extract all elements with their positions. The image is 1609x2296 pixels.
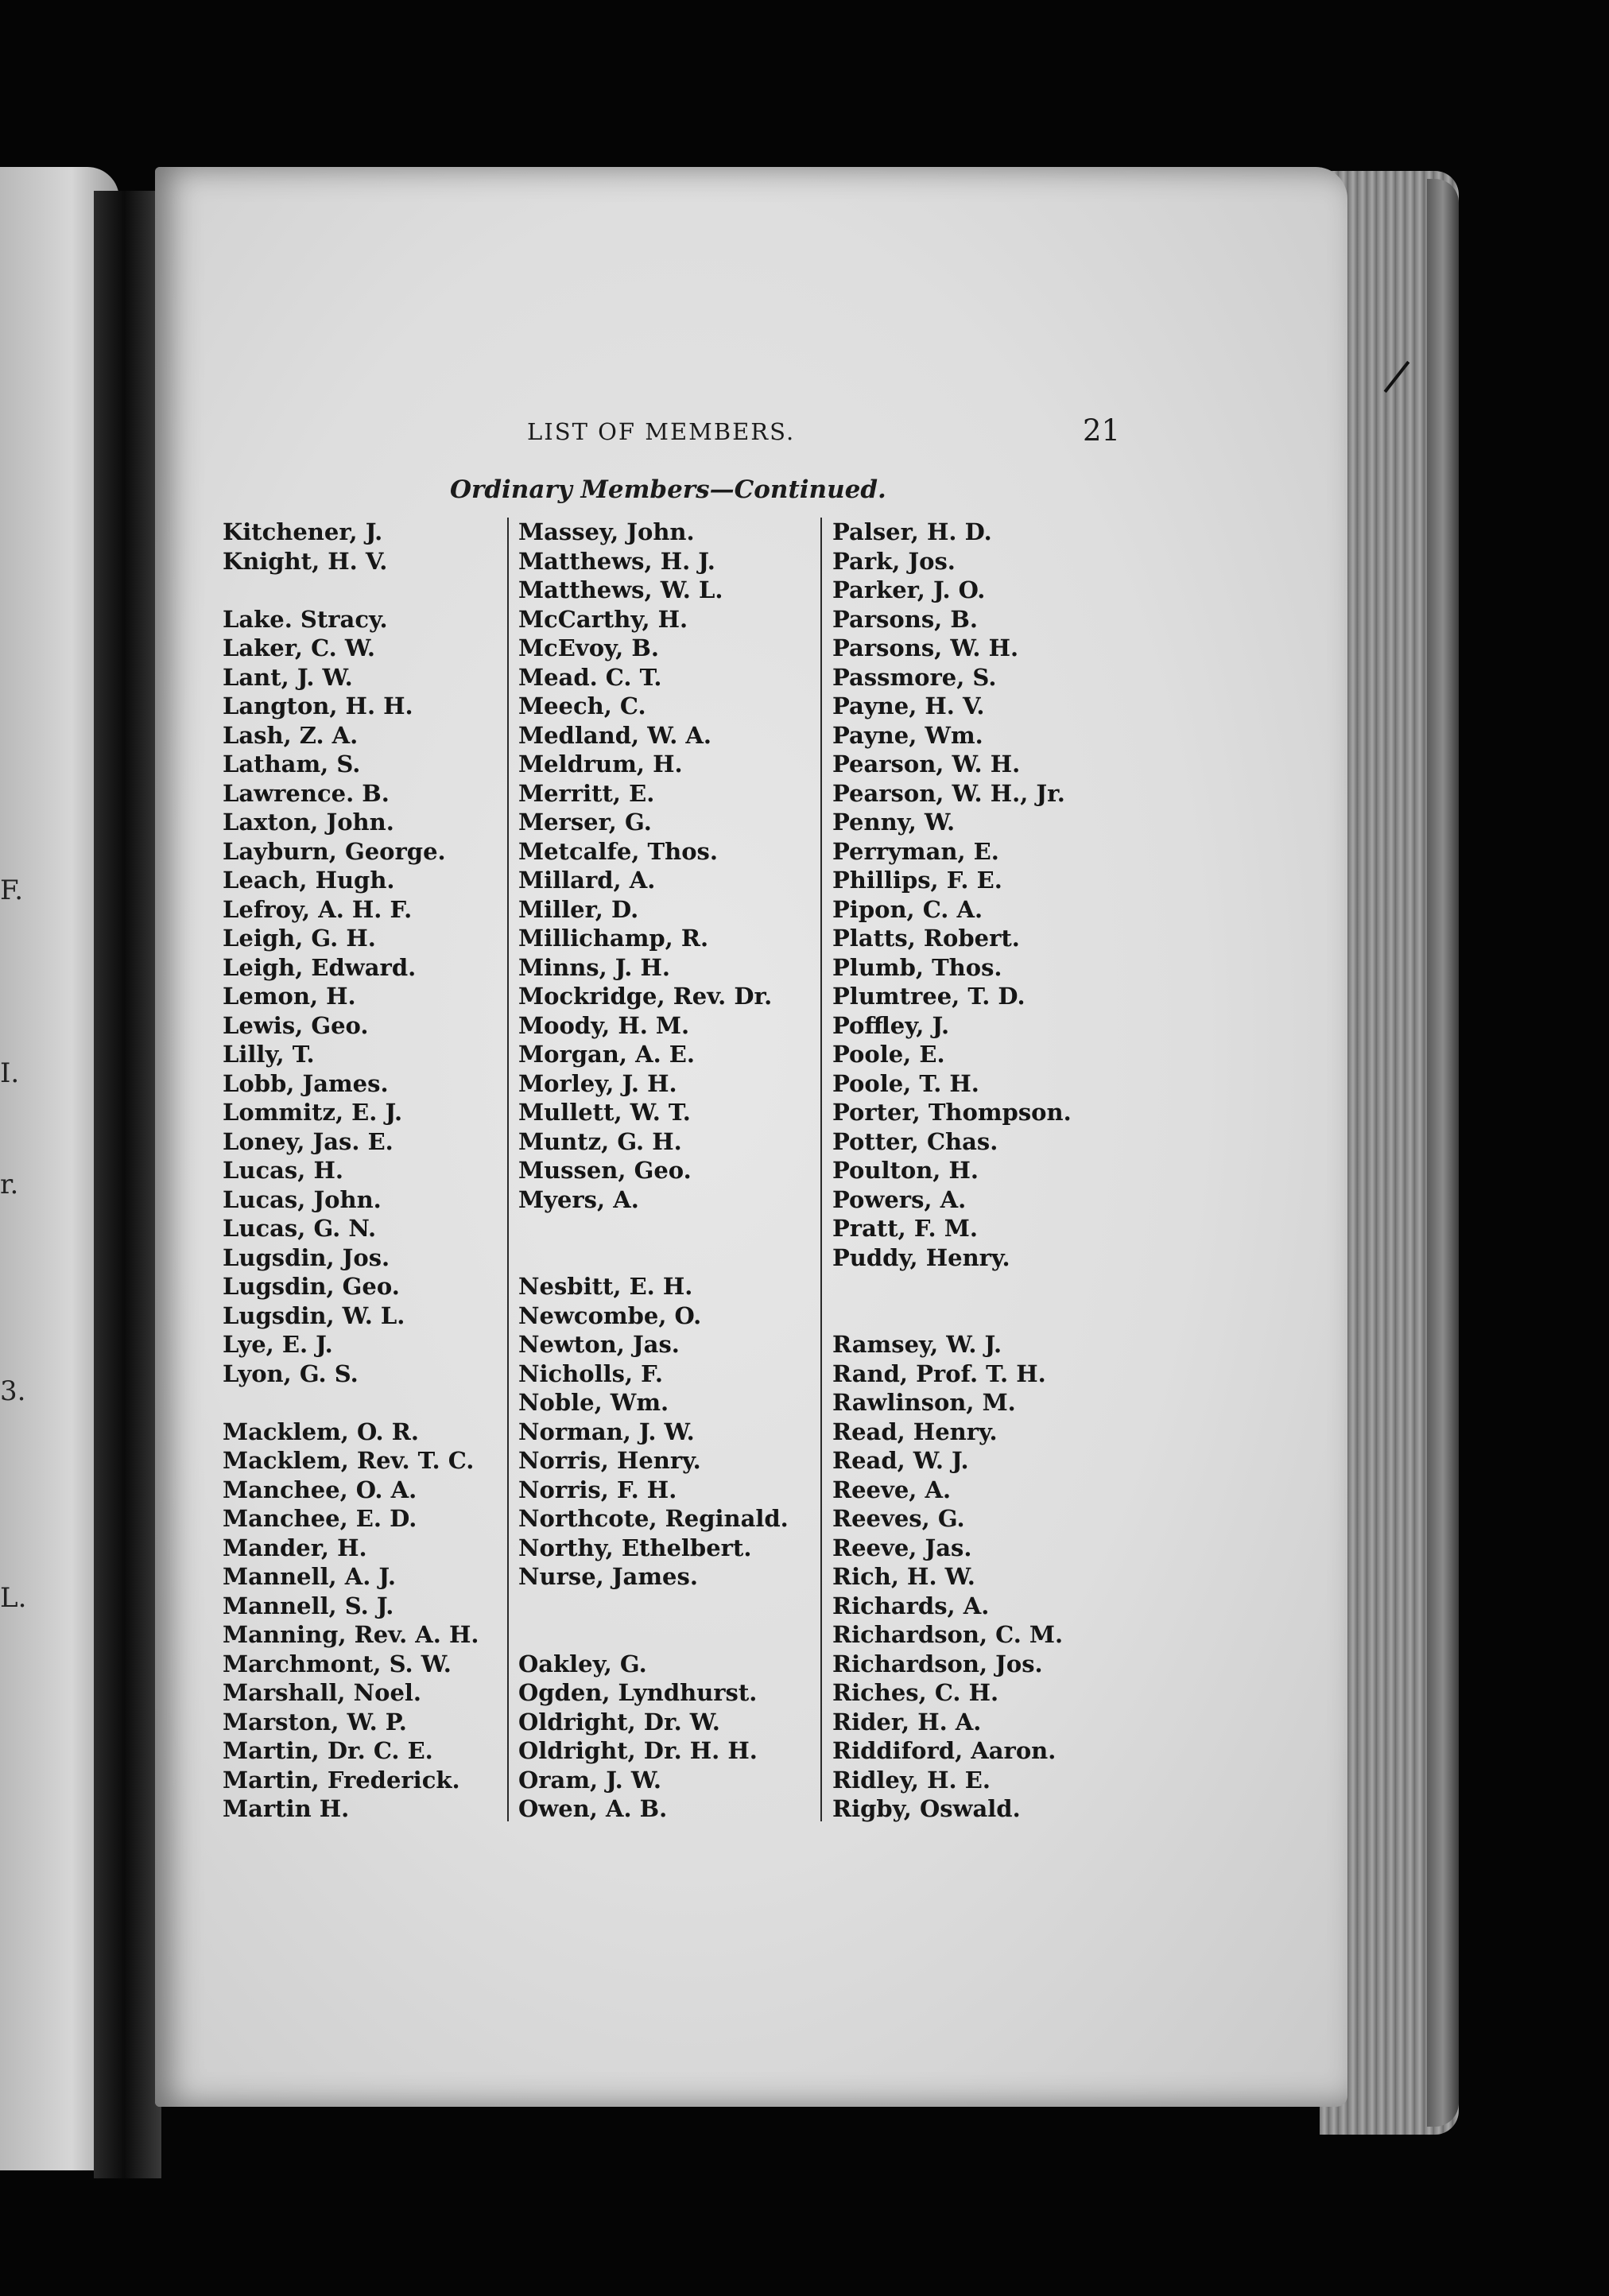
- member-name: Martin, Dr. C. E.: [223, 1737, 433, 1764]
- member-name: Macklem, O. R.: [223, 1418, 419, 1445]
- member-name: Owen, A. B.: [518, 1795, 668, 1822]
- member-name: Miller, D.: [518, 895, 639, 923]
- member-name: Leigh, Edward.: [223, 953, 417, 981]
- member-name: Martin, Frederick.: [223, 1766, 460, 1794]
- member-name: Oldright, Dr. H. H.: [518, 1737, 758, 1764]
- member-name: Pratt, F. M.: [832, 1215, 978, 1242]
- member-name: McEvoy, B.: [518, 634, 659, 661]
- member-name: Metcalfe, Thos.: [518, 837, 718, 865]
- blank-line: [518, 1243, 789, 1273]
- member-name: Minns, J. H.: [518, 953, 670, 981]
- member-name: Richards, A.: [832, 1592, 990, 1619]
- member-name: Latham, S.: [223, 750, 361, 778]
- member-column-1: [223, 518, 479, 1824]
- member-name: Meldrum, H.: [518, 750, 683, 778]
- member-name: Lucas, G. N.: [223, 1215, 377, 1242]
- member-name: Lemon, H.: [223, 983, 356, 1010]
- member-name: Parker, J. O.: [832, 576, 986, 603]
- member-name: Lake. Stracy.: [223, 605, 388, 633]
- member-name: Pipon, C. A.: [832, 895, 983, 923]
- column-rule: [507, 518, 509, 1821]
- member-name: Payne, H. V.: [832, 692, 985, 719]
- left-page-text-fragment: I.: [0, 1057, 20, 1089]
- member-name: Pearson, W. H.: [832, 750, 1021, 778]
- blank-line: [518, 1592, 789, 1621]
- member-name: Payne, Wm.: [832, 721, 983, 749]
- member-name: Mullett, W. T.: [518, 1099, 691, 1126]
- member-name: Rich, H. W.: [832, 1563, 975, 1590]
- column-rule: [820, 518, 822, 1821]
- member-name: Ramsey, W. J.: [832, 1331, 1002, 1358]
- member-name: Morley, J. H.: [518, 1069, 677, 1097]
- member-name: Nicholls, F.: [518, 1359, 663, 1387]
- member-name: Puddy, Henry.: [832, 1243, 1010, 1271]
- member-name: Lawrence. B.: [223, 779, 390, 807]
- member-name: Moody, H. M.: [518, 1011, 690, 1039]
- member-name: Lyon, G. S.: [223, 1359, 359, 1387]
- member-name: Millichamp, R.: [518, 925, 709, 952]
- left-page-text-fragment: L.: [0, 1582, 27, 1614]
- member-name: Poulton, H.: [832, 1157, 979, 1184]
- member-name: Newton, Jas.: [518, 1331, 680, 1358]
- member-name: Mead. C. T.: [518, 663, 662, 691]
- member-name: Rider, H. A.: [832, 1708, 982, 1736]
- member-name: Morgan, A. E.: [518, 1041, 695, 1068]
- member-name: Lommitz, E. J.: [223, 1099, 403, 1126]
- member-name: Lilly, T.: [223, 1041, 315, 1068]
- member-name: Parsons, B.: [832, 605, 978, 633]
- member-name: Matthews, H. J.: [518, 547, 715, 575]
- member-name: Ridley, H. E.: [832, 1766, 991, 1794]
- member-name: Langton, H. H.: [223, 692, 413, 719]
- member-name: Parsons, W. H.: [832, 634, 1019, 661]
- member-name: Medland, W. A.: [518, 721, 712, 749]
- member-name: Norris, Henry.: [518, 1447, 701, 1474]
- member-name: Massey, John.: [518, 518, 695, 545]
- member-name: Knight, H. V.: [223, 547, 388, 575]
- member-name: Park, Jos.: [832, 547, 956, 575]
- member-name: Leach, Hugh.: [223, 867, 395, 894]
- member-name: Leigh, G. H.: [223, 925, 376, 952]
- member-name: Platts, Robert.: [832, 925, 1020, 952]
- member-name: Plumtree, T. D.: [832, 983, 1025, 1010]
- member-name: Rigby, Oswald.: [832, 1795, 1021, 1822]
- member-name: Manchee, O. A.: [223, 1476, 417, 1503]
- member-name: Lefroy, A. H. F.: [223, 895, 413, 923]
- member-name: Pearson, W. H., Jr.: [832, 779, 1065, 807]
- member-name: Martin H.: [223, 1795, 350, 1822]
- member-name: Mannell, A. J.: [223, 1563, 396, 1590]
- member-name: Newcombe, O.: [518, 1301, 702, 1329]
- blank-line: [518, 1214, 789, 1243]
- member-column-3: [832, 518, 1072, 1824]
- member-name: Lucas, H.: [223, 1157, 343, 1184]
- member-name: Lant, J. W.: [223, 663, 353, 691]
- member-name: Read, Henry.: [832, 1418, 998, 1445]
- member-name: Oldright, Dr. W.: [518, 1708, 720, 1736]
- blank-line: [518, 1620, 789, 1650]
- member-name: Myers, A.: [518, 1185, 639, 1213]
- member-name: McCarthy, H.: [518, 605, 688, 633]
- member-name: Poffley, J.: [832, 1011, 950, 1039]
- member-name: Lucas, John.: [223, 1185, 382, 1213]
- member-name: Laker, C. W.: [223, 634, 375, 661]
- member-name: Richardson, Jos.: [832, 1650, 1043, 1677]
- member-name: Merritt, E.: [518, 779, 655, 807]
- member-name: Ogden, Lyndhurst.: [518, 1679, 758, 1706]
- member-name: Richardson, C. M.: [832, 1621, 1064, 1648]
- member-name: Lash, Z. A.: [223, 721, 359, 749]
- page-number: 21: [1083, 413, 1121, 448]
- member-name: Riches, C. H.: [832, 1679, 999, 1706]
- left-page-text-fragment: r.: [0, 1169, 19, 1200]
- member-name: Lugsdin, Jos.: [223, 1243, 390, 1271]
- member-name: Loney, Jas. E.: [223, 1127, 394, 1155]
- member-name: Layburn, George.: [223, 837, 446, 865]
- member-name: Northy, Ethelbert.: [518, 1534, 752, 1561]
- member-name: Reeve, A.: [832, 1476, 952, 1503]
- member-name: Powers, A.: [832, 1185, 967, 1213]
- member-name: Reeve, Jas.: [832, 1534, 972, 1561]
- blank-line: [223, 1388, 479, 1418]
- member-name: Rand, Prof. T. H.: [832, 1359, 1046, 1387]
- member-name: Penny, W.: [832, 809, 956, 836]
- member-name: Meech, C.: [518, 692, 646, 719]
- member-name: Noble, Wm.: [518, 1389, 669, 1416]
- member-name: Marston, W. P.: [223, 1708, 407, 1736]
- book-cover-edge: [1427, 179, 1459, 2127]
- blank-line: [832, 1272, 1072, 1301]
- member-name: Laxton, John.: [223, 809, 394, 836]
- page-title: LIST OF MEMBERS.: [527, 418, 796, 445]
- member-name: Lugsdin, W. L.: [223, 1301, 405, 1329]
- member-name: Lewis, Geo.: [223, 1011, 369, 1039]
- member-name: Oakley, G.: [518, 1650, 647, 1677]
- member-name: Reeves, G.: [832, 1505, 965, 1532]
- member-name: Read, W. J.: [832, 1447, 969, 1474]
- blank-line: [832, 1301, 1072, 1331]
- member-name: Lobb, James.: [223, 1069, 389, 1097]
- member-name: Merser, G.: [518, 809, 652, 836]
- member-name: Passmore, S.: [832, 663, 997, 691]
- member-name: Macklem, Rev. T. C.: [223, 1447, 475, 1474]
- member-name: Manning, Rev. A. H.: [223, 1621, 479, 1648]
- member-name: Lugsdin, Geo.: [223, 1273, 400, 1300]
- member-name: Millard, A.: [518, 867, 656, 894]
- member-name: Riddiford, Aaron.: [832, 1737, 1057, 1764]
- member-name: Mannell, S. J.: [223, 1592, 394, 1619]
- member-name: Marshall, Noel.: [223, 1679, 422, 1706]
- member-name: Phillips, F. E.: [832, 867, 1002, 894]
- member-name: Norris, F. H.: [518, 1476, 677, 1503]
- member-name: Mander, H.: [223, 1534, 367, 1561]
- member-name: Oram, J. W.: [518, 1766, 662, 1794]
- member-name: Manchee, E. D.: [223, 1505, 417, 1532]
- member-name: Norman, J. W.: [518, 1418, 695, 1445]
- member-name: Marchmont, S. W.: [223, 1650, 452, 1677]
- member-name: Mussen, Geo.: [518, 1157, 692, 1184]
- blank-line: [223, 576, 479, 605]
- member-name: Mockridge, Rev. Dr.: [518, 983, 773, 1010]
- member-name: Perryman, E.: [832, 837, 999, 865]
- member-name: Porter, Thompson.: [832, 1099, 1072, 1126]
- member-name: Northcote, Reginald.: [518, 1505, 789, 1532]
- member-name: Plumb, Thos.: [832, 953, 1002, 981]
- left-page-text-fragment: F.: [0, 875, 24, 906]
- member-name: Muntz, G. H.: [518, 1127, 682, 1155]
- member-name: Nesbitt, E. H.: [518, 1273, 693, 1300]
- member-name: Poole, E.: [832, 1041, 945, 1068]
- member-name: Potter, Chas.: [832, 1127, 998, 1155]
- section-subheading: Ordinary Members—Continued.: [450, 475, 886, 504]
- member-column-2: [518, 518, 789, 1824]
- member-name: Matthews, W. L.: [518, 576, 723, 603]
- member-name: Nurse, James.: [518, 1563, 698, 1590]
- member-name: Poole, T. H.: [832, 1069, 979, 1097]
- member-name: Rawlinson, M.: [832, 1389, 1016, 1416]
- left-page-text-fragment: 3.: [0, 1375, 26, 1407]
- book-gutter: [94, 191, 161, 2178]
- member-name: Kitchener, J.: [223, 518, 383, 545]
- member-name: Lye, E. J.: [223, 1331, 333, 1358]
- member-name: Palser, H. D.: [832, 518, 992, 545]
